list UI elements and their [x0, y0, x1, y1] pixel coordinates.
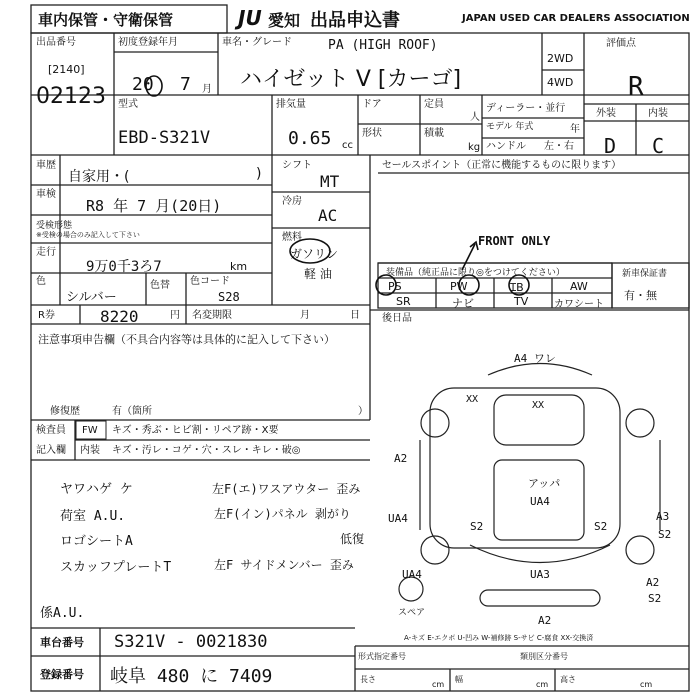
- comment-9: 左F サイドメンバー 歪み: [214, 558, 354, 572]
- usage-value: 自家用・(: [68, 169, 130, 185]
- form-title: 出品申込書: [310, 10, 400, 31]
- diag-s2-right: S2: [594, 520, 608, 533]
- model-grade-label: 車名・グレード: [222, 37, 292, 48]
- usage-close: ): [256, 166, 262, 182]
- interior-items: キズ・汚レ・コゲ・穴・スレ・キレ・破◎: [112, 445, 301, 456]
- name-change-label: 名変期限: [192, 310, 232, 321]
- shape-label: 形状: [362, 128, 382, 139]
- fw-items: キズ・秀ぶ・ヒビ割・リペア跡・X要: [112, 425, 279, 436]
- displacement-label: 排気量: [276, 99, 306, 110]
- diag-top-mark: A4 ワレ: [514, 352, 556, 365]
- interior-insp-label: 内装: [80, 445, 100, 456]
- width-label: 幅: [455, 675, 463, 684]
- lot-number: 02123: [36, 84, 106, 109]
- color-code-label: 色コード: [190, 276, 230, 287]
- type-label: 型式: [118, 99, 138, 110]
- interior-label: 内装: [648, 108, 668, 119]
- registration-value: 岐阜 480 に 7409: [110, 666, 273, 687]
- interior-grade: C: [652, 134, 665, 158]
- diag-ua3: UA3: [530, 568, 550, 581]
- height-unit: cm: [640, 680, 653, 689]
- handle-label: ハンドル: [486, 141, 526, 152]
- capacity-unit: 人: [470, 112, 480, 123]
- entry-label: 記入欄: [36, 445, 66, 456]
- comment-1: ヤワハゲ ケ: [60, 482, 133, 497]
- repair-close: ）: [358, 406, 368, 417]
- diag-s2-left: S2: [470, 520, 484, 533]
- repair-label: 修復歴: [50, 406, 80, 417]
- repair-value: 有（箇所: [112, 406, 152, 417]
- diag-a2-left: A2: [394, 452, 408, 465]
- registration-label: 登録番号: [40, 668, 84, 681]
- drive-4wd: 4WD: [547, 76, 574, 89]
- mileage-value: 9万0千3ろ7: [86, 259, 162, 275]
- handle-value: 左・右: [544, 141, 574, 152]
- inspector-label: 検査員: [36, 425, 66, 436]
- shift-value: MT: [320, 172, 340, 191]
- diag-xx-1: XX: [466, 394, 479, 405]
- mileage-label: 走行: [36, 247, 56, 258]
- comment-5: 係A.U.: [40, 606, 85, 621]
- inspection-sub-label: 受検形態: [36, 221, 73, 231]
- model-year-unit: 年: [570, 124, 580, 135]
- cert-number-label: 形式指定番号: [358, 652, 406, 661]
- color-label: 色: [36, 276, 46, 287]
- equip-pw: PW: [450, 280, 468, 293]
- door-label: ドア: [362, 99, 382, 110]
- diag-s2-far: S2: [658, 528, 672, 541]
- warranty-value: 有・無: [624, 289, 657, 302]
- equip-ab: ꞮB: [510, 281, 524, 294]
- rating-value: R: [628, 72, 644, 102]
- height-label: 高さ: [560, 675, 576, 684]
- length-label: 長さ: [360, 675, 376, 684]
- comment-7: 左F(イン)パネル 剥がり: [214, 507, 351, 521]
- diag-xx-2: XX: [532, 400, 545, 411]
- load-unit: kg: [468, 142, 481, 153]
- usage-label: 車歴: [36, 160, 56, 171]
- ac-value: AC: [318, 206, 338, 225]
- name-change-month: 月: [300, 310, 310, 321]
- month-suffix: 月: [202, 84, 212, 95]
- chassis-value: S321V - 0021830: [114, 632, 268, 652]
- inspection-sub-note: ※受検の場合のみ記入して下さい: [36, 231, 140, 239]
- comment-2: 荷室 A.U.: [60, 509, 126, 524]
- damage-legend: A-キズ E-エクボ U-凹み W-補修跡 S-サビ C-腐食 XX-交換済: [404, 634, 594, 642]
- equip-aw: AW: [570, 280, 588, 293]
- org-name: 愛知: [268, 11, 301, 30]
- color-change-label: 色替: [150, 280, 170, 291]
- fuel-diesel: 軽 油: [304, 267, 332, 281]
- comment-8: 低復: [340, 532, 365, 546]
- exterior-label: 外装: [596, 108, 616, 119]
- shift-label: シフト: [282, 160, 312, 171]
- first-reg-year: 20: [132, 74, 154, 95]
- recycle-unit: 円: [170, 310, 180, 321]
- recycle-value: 8220: [100, 307, 139, 326]
- load-label: 積載: [424, 128, 444, 139]
- diag-center-1: アッパ: [528, 477, 561, 490]
- model-sub: PA (HIGH ROOF): [328, 38, 438, 53]
- comment-6: 左F(エ)ワスアウター 歪み: [212, 482, 361, 496]
- fw-label: FW: [82, 425, 98, 436]
- inspection-label: 車検: [36, 189, 56, 200]
- equip-tv: TV: [514, 295, 529, 308]
- color-code-value: S28: [218, 290, 240, 304]
- equip-ps: PS: [388, 280, 402, 293]
- dealer-label: ディーラー・並行: [486, 103, 566, 114]
- chassis-label: 車台番号: [40, 636, 84, 649]
- org-english: JAPAN USED CAR DEALERS ASSOCIATION: [462, 13, 690, 24]
- diag-ua4-bottom-left: UA4: [402, 568, 422, 581]
- first-reg-month: 7: [180, 74, 191, 95]
- model-name: ハイゼット V [カーゴ]: [240, 67, 462, 92]
- sales-point-label: セールスポイント（正常に機能するものに限ります）: [382, 160, 622, 171]
- first-reg-label: 初度登録年月: [118, 37, 178, 48]
- diag-a2-right: A2: [646, 576, 660, 589]
- equip-navi: ナビ: [452, 297, 474, 310]
- model-year-label: モデル 年式: [486, 122, 534, 132]
- warranty-label: 新車保証書: [622, 269, 668, 279]
- notes-label: 注意事項申告欄（不具合内容等は具体的に記入して下さい）: [38, 333, 335, 346]
- comment-4: スカッフプレートT: [60, 560, 172, 575]
- ju-logo: JU: [238, 6, 262, 30]
- recycle-label: R券: [38, 310, 55, 321]
- equipment-label: 装備品（純正品に限り◎をつけてください）: [386, 268, 565, 278]
- lot-label: 出品番号: [36, 37, 76, 48]
- storage-title: 車内保管・守衛保管: [38, 11, 174, 29]
- front-only-note: FRONT ONLY: [478, 234, 551, 248]
- diag-a2-bottom: A2: [538, 614, 552, 627]
- spare-tire-label: スペア: [398, 608, 426, 618]
- diag-s2-bottom-right: S2: [648, 592, 662, 605]
- diag-center-2: UA4: [530, 495, 550, 508]
- diag-a3: A3: [656, 510, 670, 523]
- fuel-gasoline: ガソリン: [290, 247, 339, 261]
- width-unit: cm: [536, 680, 549, 689]
- diag-ua4-left: UA4: [388, 512, 408, 525]
- capacity-label: 定員: [424, 99, 444, 110]
- length-unit: cm: [432, 680, 445, 689]
- color-value: シルバー: [66, 290, 117, 305]
- type-value: EBD-S321V: [118, 128, 211, 148]
- fuel-label: 燃料: [282, 232, 302, 243]
- ac-label: 冷房: [282, 196, 302, 207]
- drive-2wd: 2WD: [547, 52, 574, 65]
- equip-leather: カワシート: [554, 299, 604, 310]
- name-change-day: 日: [350, 310, 360, 321]
- lot-sub: [2140]: [48, 63, 85, 76]
- mileage-unit: km: [230, 260, 248, 273]
- after-items-label: 後日品: [382, 313, 412, 324]
- displacement-unit: cc: [342, 140, 353, 151]
- exterior-grade: D: [604, 134, 617, 158]
- class-number-label: 類別区分番号: [520, 652, 568, 661]
- displacement-value: 0.65: [288, 128, 332, 149]
- equip-sr: SR: [396, 295, 411, 308]
- rating-label: 評価点: [606, 38, 636, 49]
- comment-3: ロゴシートA: [60, 534, 133, 549]
- inspection-value: R8 年 7 月(20日): [86, 197, 222, 215]
